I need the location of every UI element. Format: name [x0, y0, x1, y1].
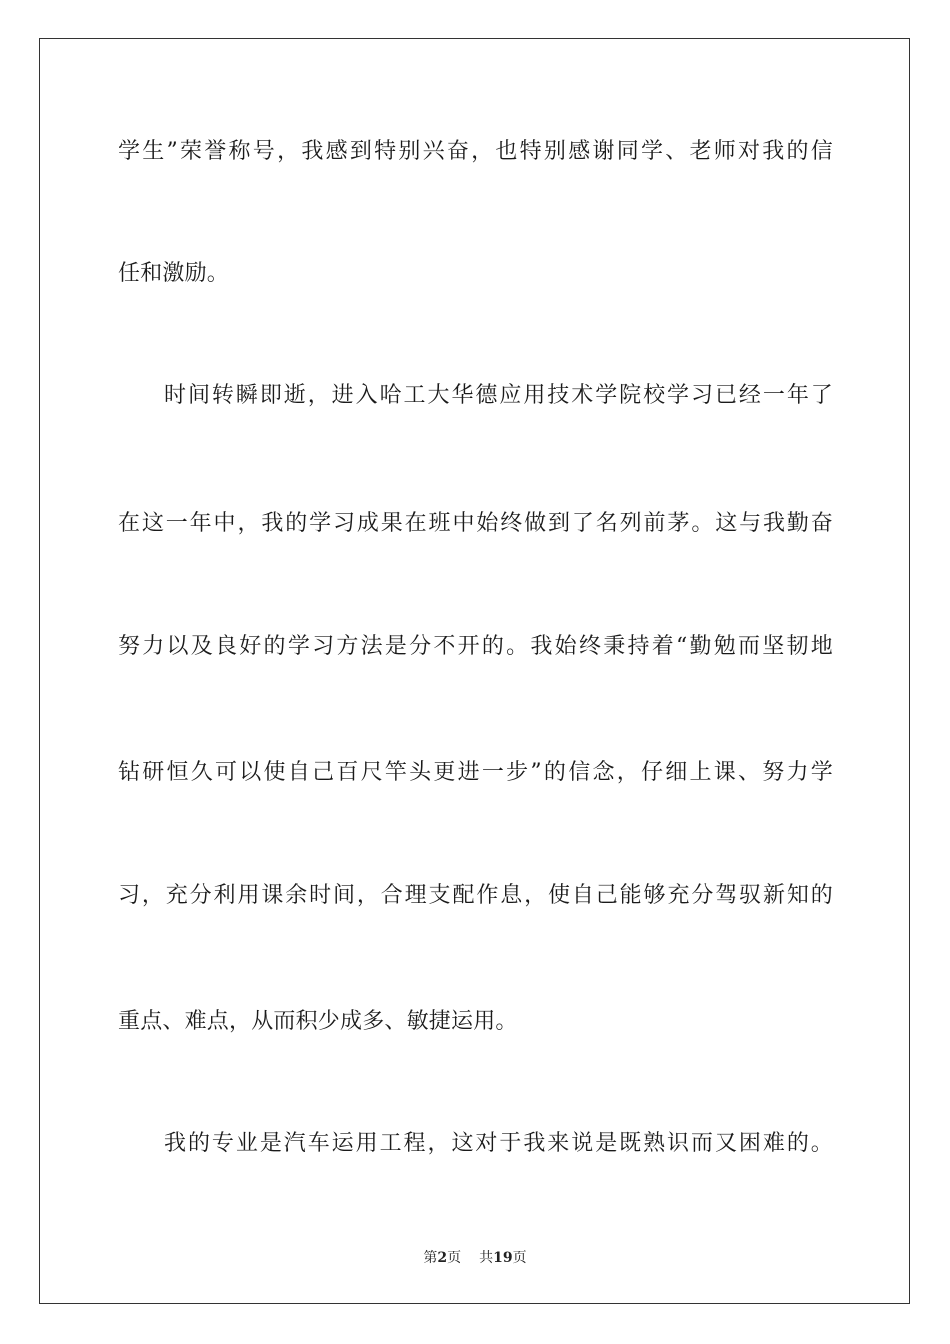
text-line: 我的专业是汽车运用工程，这对于我来说是既熟识而又困难的。	[164, 1131, 833, 1156]
text-line: 任和激励。	[118, 261, 230, 286]
page-footer	[0, 1248, 950, 1268]
page-prefix: 第	[423, 1250, 438, 1266]
total-pages: 19	[493, 1250, 513, 1266]
text-line: 习，充分利用课余时间，合理支配作息，使自己能够充分驾驭新知的	[118, 883, 833, 908]
text-line: 钻研恒久可以使自己百尺竿头更进一步”的信念，仔细上课、努力学	[118, 760, 833, 785]
page-suffix: 页	[447, 1250, 462, 1266]
text-line: 重点、难点，从而积少成多、敏捷运用。	[118, 1009, 518, 1034]
text-line: 学生”荣誉称号，我感到特别兴奋，也特别感谢同学、老师对我的信	[118, 139, 833, 164]
total-prefix: 共	[479, 1250, 494, 1266]
text-line: 在这一年中，我的学习成果在班中始终做到了名列前茅。这与我勤奋	[118, 511, 833, 536]
total-suffix: 页	[512, 1250, 527, 1266]
page-number: 2	[437, 1250, 448, 1266]
text-line: 时间转瞬即逝，进入哈工大华德应用技术学院校学习已经一年了	[164, 383, 833, 408]
page-border	[39, 38, 910, 1304]
text-line: 努力以及良好的学习方法是分不开的。我始终秉持着“勤勉而坚韧地	[118, 634, 833, 659]
